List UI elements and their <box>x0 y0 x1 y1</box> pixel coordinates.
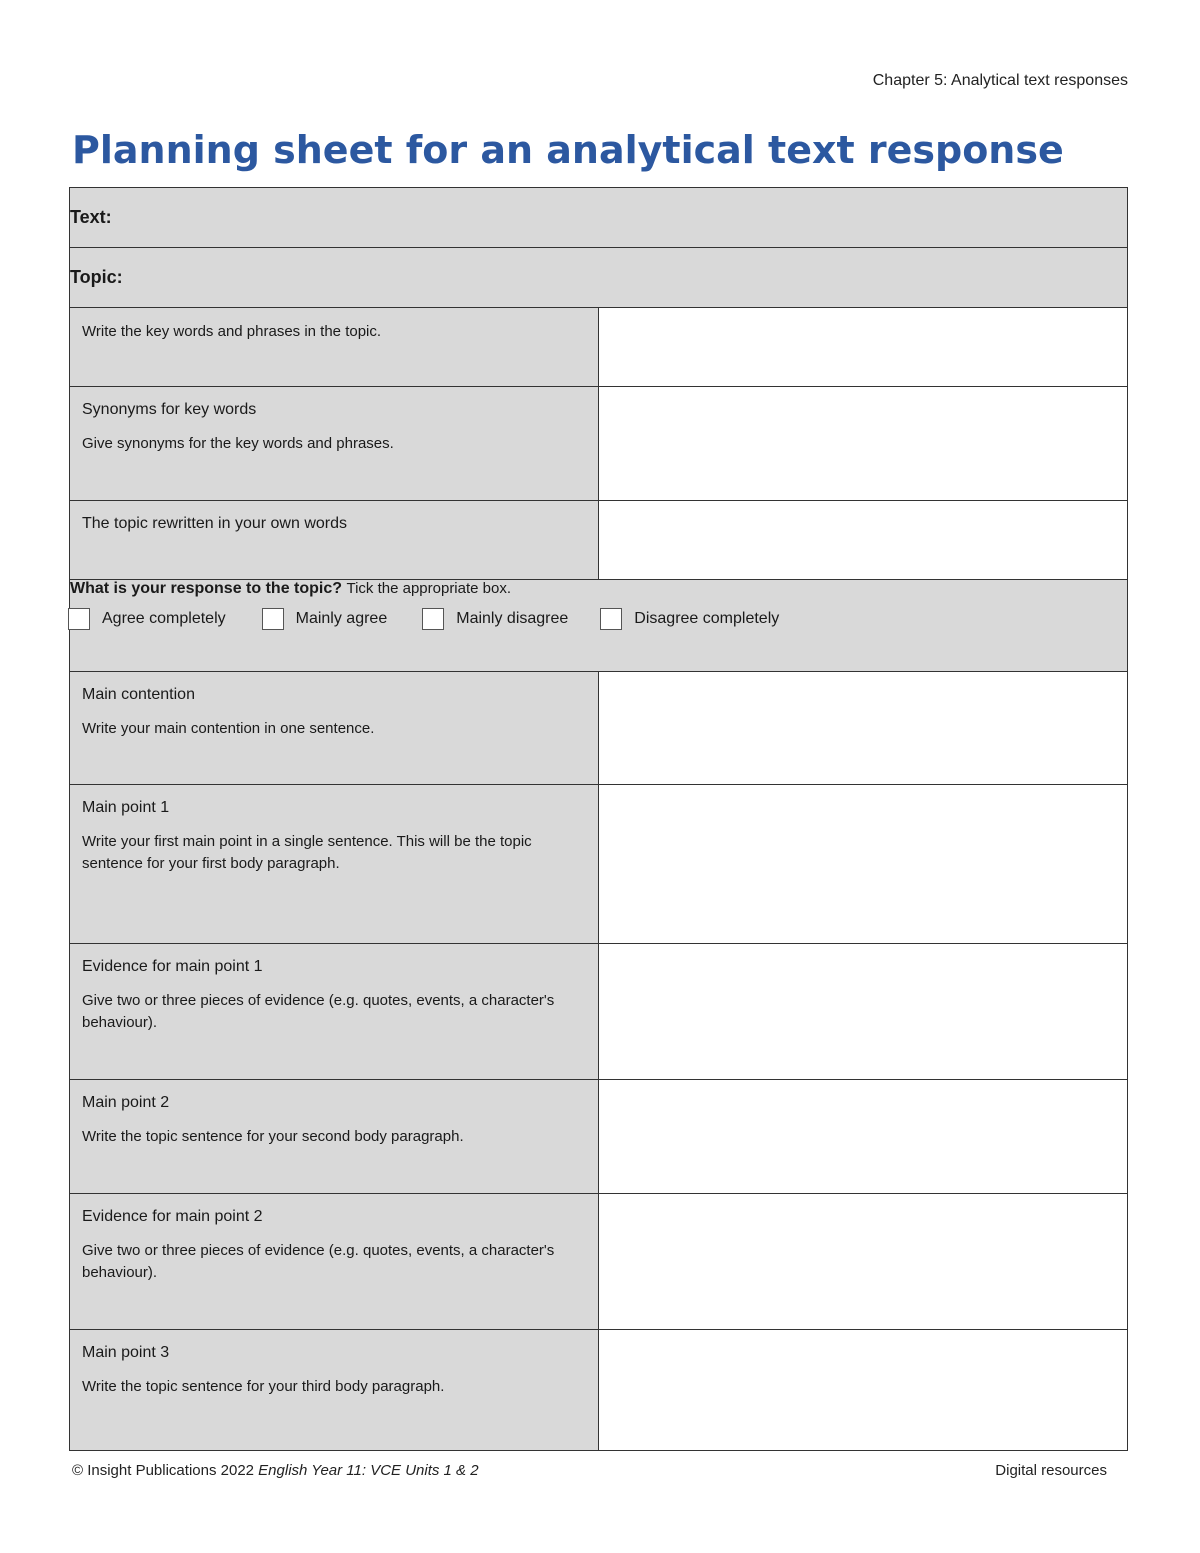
footer-copyright <box>72 1462 479 1479</box>
main-point-2-title: Main point 2 <box>82 1094 170 1111</box>
planning-sheet-table <box>69 187 1128 1451</box>
main-contention-field[interactable] <box>599 672 1128 785</box>
evidence-1-field[interactable] <box>599 944 1128 1080</box>
option-label: Disagree completely <box>634 610 780 627</box>
main-point-1-title: Main point 1 <box>82 799 170 816</box>
option-disagree-completely[interactable] <box>600 608 779 630</box>
response-instruction: Tick the appropriate box. <box>346 580 512 597</box>
synonyms-field[interactable] <box>599 387 1128 501</box>
evidence-1-desc: Give two or three pieces of evidence (e.g. quotes, events, a character's behaviour). <box>82 991 555 1032</box>
evidence-1-title: Evidence for main point 1 <box>82 958 263 975</box>
evidence-1-row <box>70 944 1128 1080</box>
main-point-3-desc: Write the topic sentence for your third body paragraph. <box>82 1377 445 1395</box>
evidence-2-field[interactable] <box>599 1194 1128 1330</box>
synonyms-desc: Give synonyms for the key words and phrases. <box>82 434 394 452</box>
mainly-agree-checkbox[interactable] <box>262 608 284 630</box>
response-row <box>70 580 1128 672</box>
response-question <box>70 580 1127 598</box>
main-point-3-row <box>70 1330 1128 1451</box>
option-label: Mainly disagree <box>456 610 569 627</box>
main-contention-title: Main contention <box>82 686 195 703</box>
evidence-2-title: Evidence for main point 2 <box>82 1208 263 1225</box>
main-point-2-desc: Write the topic sentence for your second body paragraph. <box>82 1127 464 1145</box>
footer-digital-resources: Digital resources <box>995 1462 1107 1479</box>
text-label[interactable]: Text: <box>70 188 1128 248</box>
page-title: Planning sheet for an analytical text response <box>72 128 1064 172</box>
option-mainly-agree[interactable] <box>262 608 388 630</box>
disagree-completely-checkbox[interactable] <box>600 608 622 630</box>
main-point-1-field[interactable] <box>599 785 1128 944</box>
option-label: Agree completely <box>102 610 226 627</box>
mainly-disagree-checkbox[interactable] <box>422 608 444 630</box>
main-point-1-row <box>70 785 1128 944</box>
synonyms-row <box>70 387 1128 501</box>
chapter-header: Chapter 5: Analytical text responses <box>872 72 1128 89</box>
main-contention-desc: Write your main contention in one sentence. <box>82 719 375 737</box>
main-point-2-row <box>70 1080 1128 1194</box>
copyright-text: © Insight Publications 2022 <box>72 1462 254 1479</box>
main-contention-row <box>70 672 1128 785</box>
text-row <box>70 188 1128 248</box>
agree-completely-checkbox[interactable] <box>68 608 90 630</box>
rewritten-row <box>70 501 1128 580</box>
response-options <box>70 608 1127 630</box>
rewritten-title: The topic rewritten in your own words <box>82 515 347 532</box>
evidence-2-row <box>70 1194 1128 1330</box>
rewritten-field[interactable] <box>599 501 1128 580</box>
topic-label[interactable]: Topic: <box>70 248 1128 308</box>
book-title: English Year 11: VCE Units 1 & 2 <box>258 1462 479 1479</box>
main-point-3-field[interactable] <box>599 1330 1128 1451</box>
key-words-row <box>70 308 1128 387</box>
evidence-2-desc: Give two or three pieces of evidence (e.g. quotes, events, a character's behaviour). <box>82 1241 555 1282</box>
main-point-3-title: Main point 3 <box>82 1344 170 1361</box>
main-point-1-desc: Write your first main point in a single sentence. This will be the topic sentence for your first body paragraph. <box>82 832 532 873</box>
option-agree-completely[interactable] <box>68 608 226 630</box>
main-point-2-field[interactable] <box>599 1080 1128 1194</box>
topic-row <box>70 248 1128 308</box>
synonyms-title: Synonyms for key words <box>82 401 257 418</box>
option-mainly-disagree[interactable] <box>422 608 568 630</box>
key-words-desc: Write the key words and phrases in the topic. <box>82 323 382 340</box>
response-question-text: What is your response to the topic? <box>70 580 343 597</box>
key-words-field[interactable] <box>599 308 1128 387</box>
option-label: Mainly agree <box>295 610 388 627</box>
